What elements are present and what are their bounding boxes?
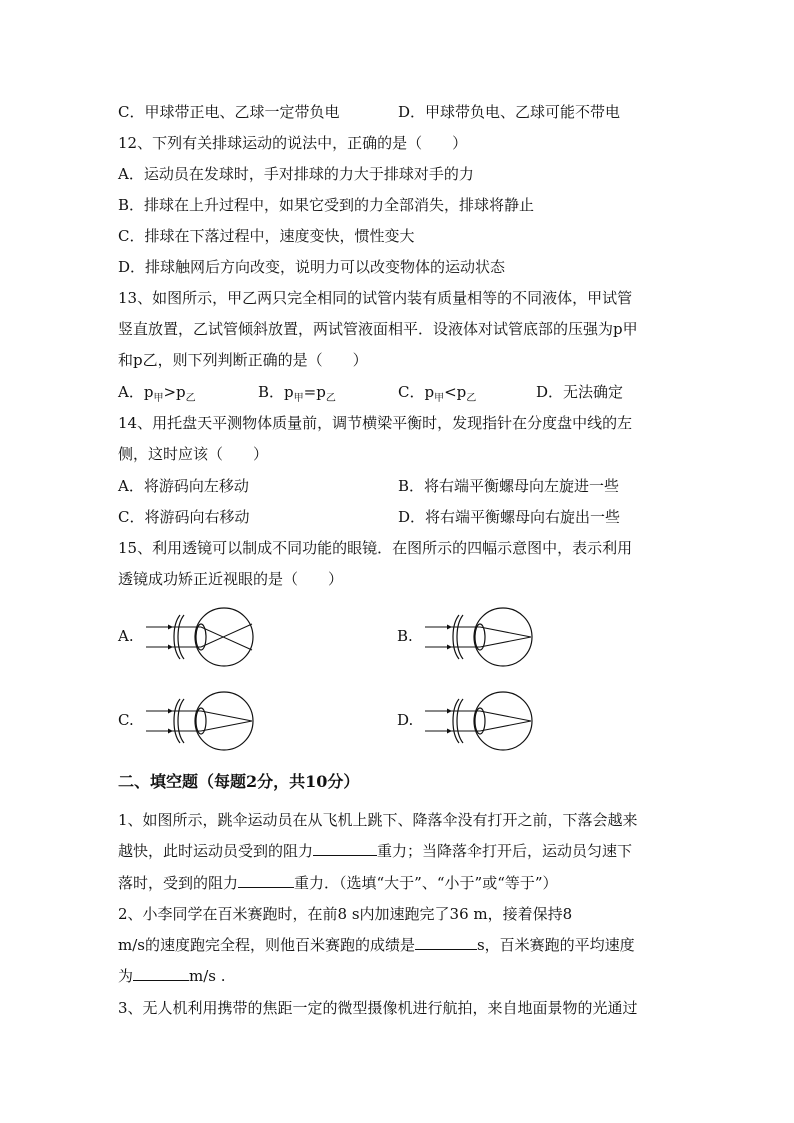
q14-stem-line2: 侧，这时应该（ ）	[118, 445, 269, 463]
q13-option-a	[118, 382, 196, 409]
q12-option-d: D．排球触网后方向改变，说明力可以改变物体的运动状态	[118, 258, 506, 276]
q12-stem: 12、下列有关排球运动的说法中，正确的是（ ）	[118, 134, 468, 152]
f1-line2	[118, 841, 632, 861]
q13-stem-line3: 和p乙，则下列判断正确的是（ ）	[118, 351, 368, 369]
q13-stem-line1: 13、如图所示，甲乙两只完全相同的试管内装有质量相等的不同液体，甲试管	[118, 289, 633, 307]
f2-blank-2[interactable]	[133, 966, 189, 981]
q14-option-a: A．将游码向左移动	[118, 477, 249, 495]
q11-option-c: C．甲球带正电、乙球一定带负电	[118, 103, 340, 121]
f2-line2	[118, 935, 635, 955]
f2-line2-text-a: m/s的速度跑完全程，则他百米赛跑的成绩是	[118, 936, 415, 954]
q15-label-d: D.	[397, 711, 414, 729]
q14-option-d: D．将右端平衡螺母向右旋出一些	[398, 508, 621, 526]
f1-line2-text-b: 重力；当降落伞打开后，运动员匀速下	[377, 842, 633, 860]
f1-line1: 1、如图所示，跳伞运动员在从飞机上跳下、降落伞没有打开之前，下落会越来	[118, 811, 638, 829]
q15-label-c: C.	[118, 711, 134, 729]
q13-b-prefix: B．p	[258, 383, 294, 401]
q13-option-b	[258, 382, 336, 409]
q13-c-sub1: 甲	[434, 393, 445, 404]
q13-c-prefix: C．p	[398, 383, 435, 401]
q13-a-sub2: 乙	[185, 393, 196, 404]
q13-b-sub2: 乙	[325, 393, 336, 404]
f2-line3-text-b: m/s .	[189, 967, 226, 985]
section2-heading: 二、填空题（每题2分，共10分）	[118, 772, 360, 791]
q14-stem-line1: 14、用托盘天平测物体质量前，调节横梁平衡时，发现指针在分度盘中线的左	[118, 414, 633, 432]
q14-option-c: C．将游码向右移动	[118, 508, 250, 526]
f1-blank-1[interactable]	[313, 841, 377, 856]
f1-blank-2[interactable]	[238, 873, 294, 888]
f2-line3	[118, 966, 226, 986]
q13-c-sub2: 乙	[466, 393, 477, 404]
q13-b-sub1: 甲	[293, 393, 304, 404]
q14-option-b: B．将右端平衡螺母向左旋进一些	[398, 477, 620, 495]
q13-c-mid: <p	[444, 383, 467, 401]
q13-a-sub1: 甲	[153, 393, 164, 404]
q13-b-mid: =p	[303, 383, 326, 401]
q13-a-prefix: A．p	[118, 383, 154, 401]
q12-option-c: C．排球在下落过程中，速度变快，惯性变大	[118, 227, 415, 245]
q15-stem-line1: 15、利用透镜可以制成不同功能的眼镜．在图所示的四幅示意图中，表示利用	[118, 539, 633, 557]
f2-line3-text-a: 为	[118, 967, 134, 985]
f1-line3	[118, 873, 558, 893]
f2-blank-1[interactable]	[415, 935, 477, 950]
q13-option-c	[398, 382, 476, 409]
q15-eye-diagram-c	[140, 689, 260, 753]
q11-option-d: D．甲球带负电、乙球可能不带电	[398, 103, 621, 121]
f2-line2-text-b: s，百米赛跑的平均速度	[476, 936, 635, 954]
q15-eye-diagram-a	[140, 605, 260, 669]
q15-eye-diagram-d	[419, 689, 539, 753]
q15-label-a: A.	[118, 627, 134, 645]
f1-line3-text-a: 落时，受到的阻力	[118, 874, 239, 892]
q13-option-d: D．无法确定	[536, 383, 624, 401]
q15-stem-line2: 透镜成功矫正近视眼的是（ ）	[118, 570, 344, 588]
q15-label-b: B.	[397, 627, 413, 645]
f2-line1: 2、小李同学在百米赛跑时，在前8 s内加速跑完了36 m，接着保持8	[118, 905, 573, 923]
q15-eye-diagram-b	[419, 605, 539, 669]
f3-line1: 3、无人机利用携带的焦距一定的微型摄像机进行航拍，来自地面景物的光通过	[118, 999, 638, 1017]
f1-line2-text-a: 越快，此时运动员受到的阻力	[118, 842, 314, 860]
q13-a-mid: >p	[163, 383, 186, 401]
f1-line3-text-b: 重力．（选填“大于”、“小于”或“等于”）	[294, 874, 558, 892]
q12-option-a: A．运动员在发球时，手对排球的力大于排球对手的力	[118, 165, 474, 183]
q13-stem-line2: 竖直放置，乙试管倾斜放置，两试管液面相平．设液体对试管底部的压强为p甲	[118, 320, 638, 338]
q12-option-b: B．排球在上升过程中，如果它受到的力全部消失，排球将静止	[118, 196, 535, 214]
